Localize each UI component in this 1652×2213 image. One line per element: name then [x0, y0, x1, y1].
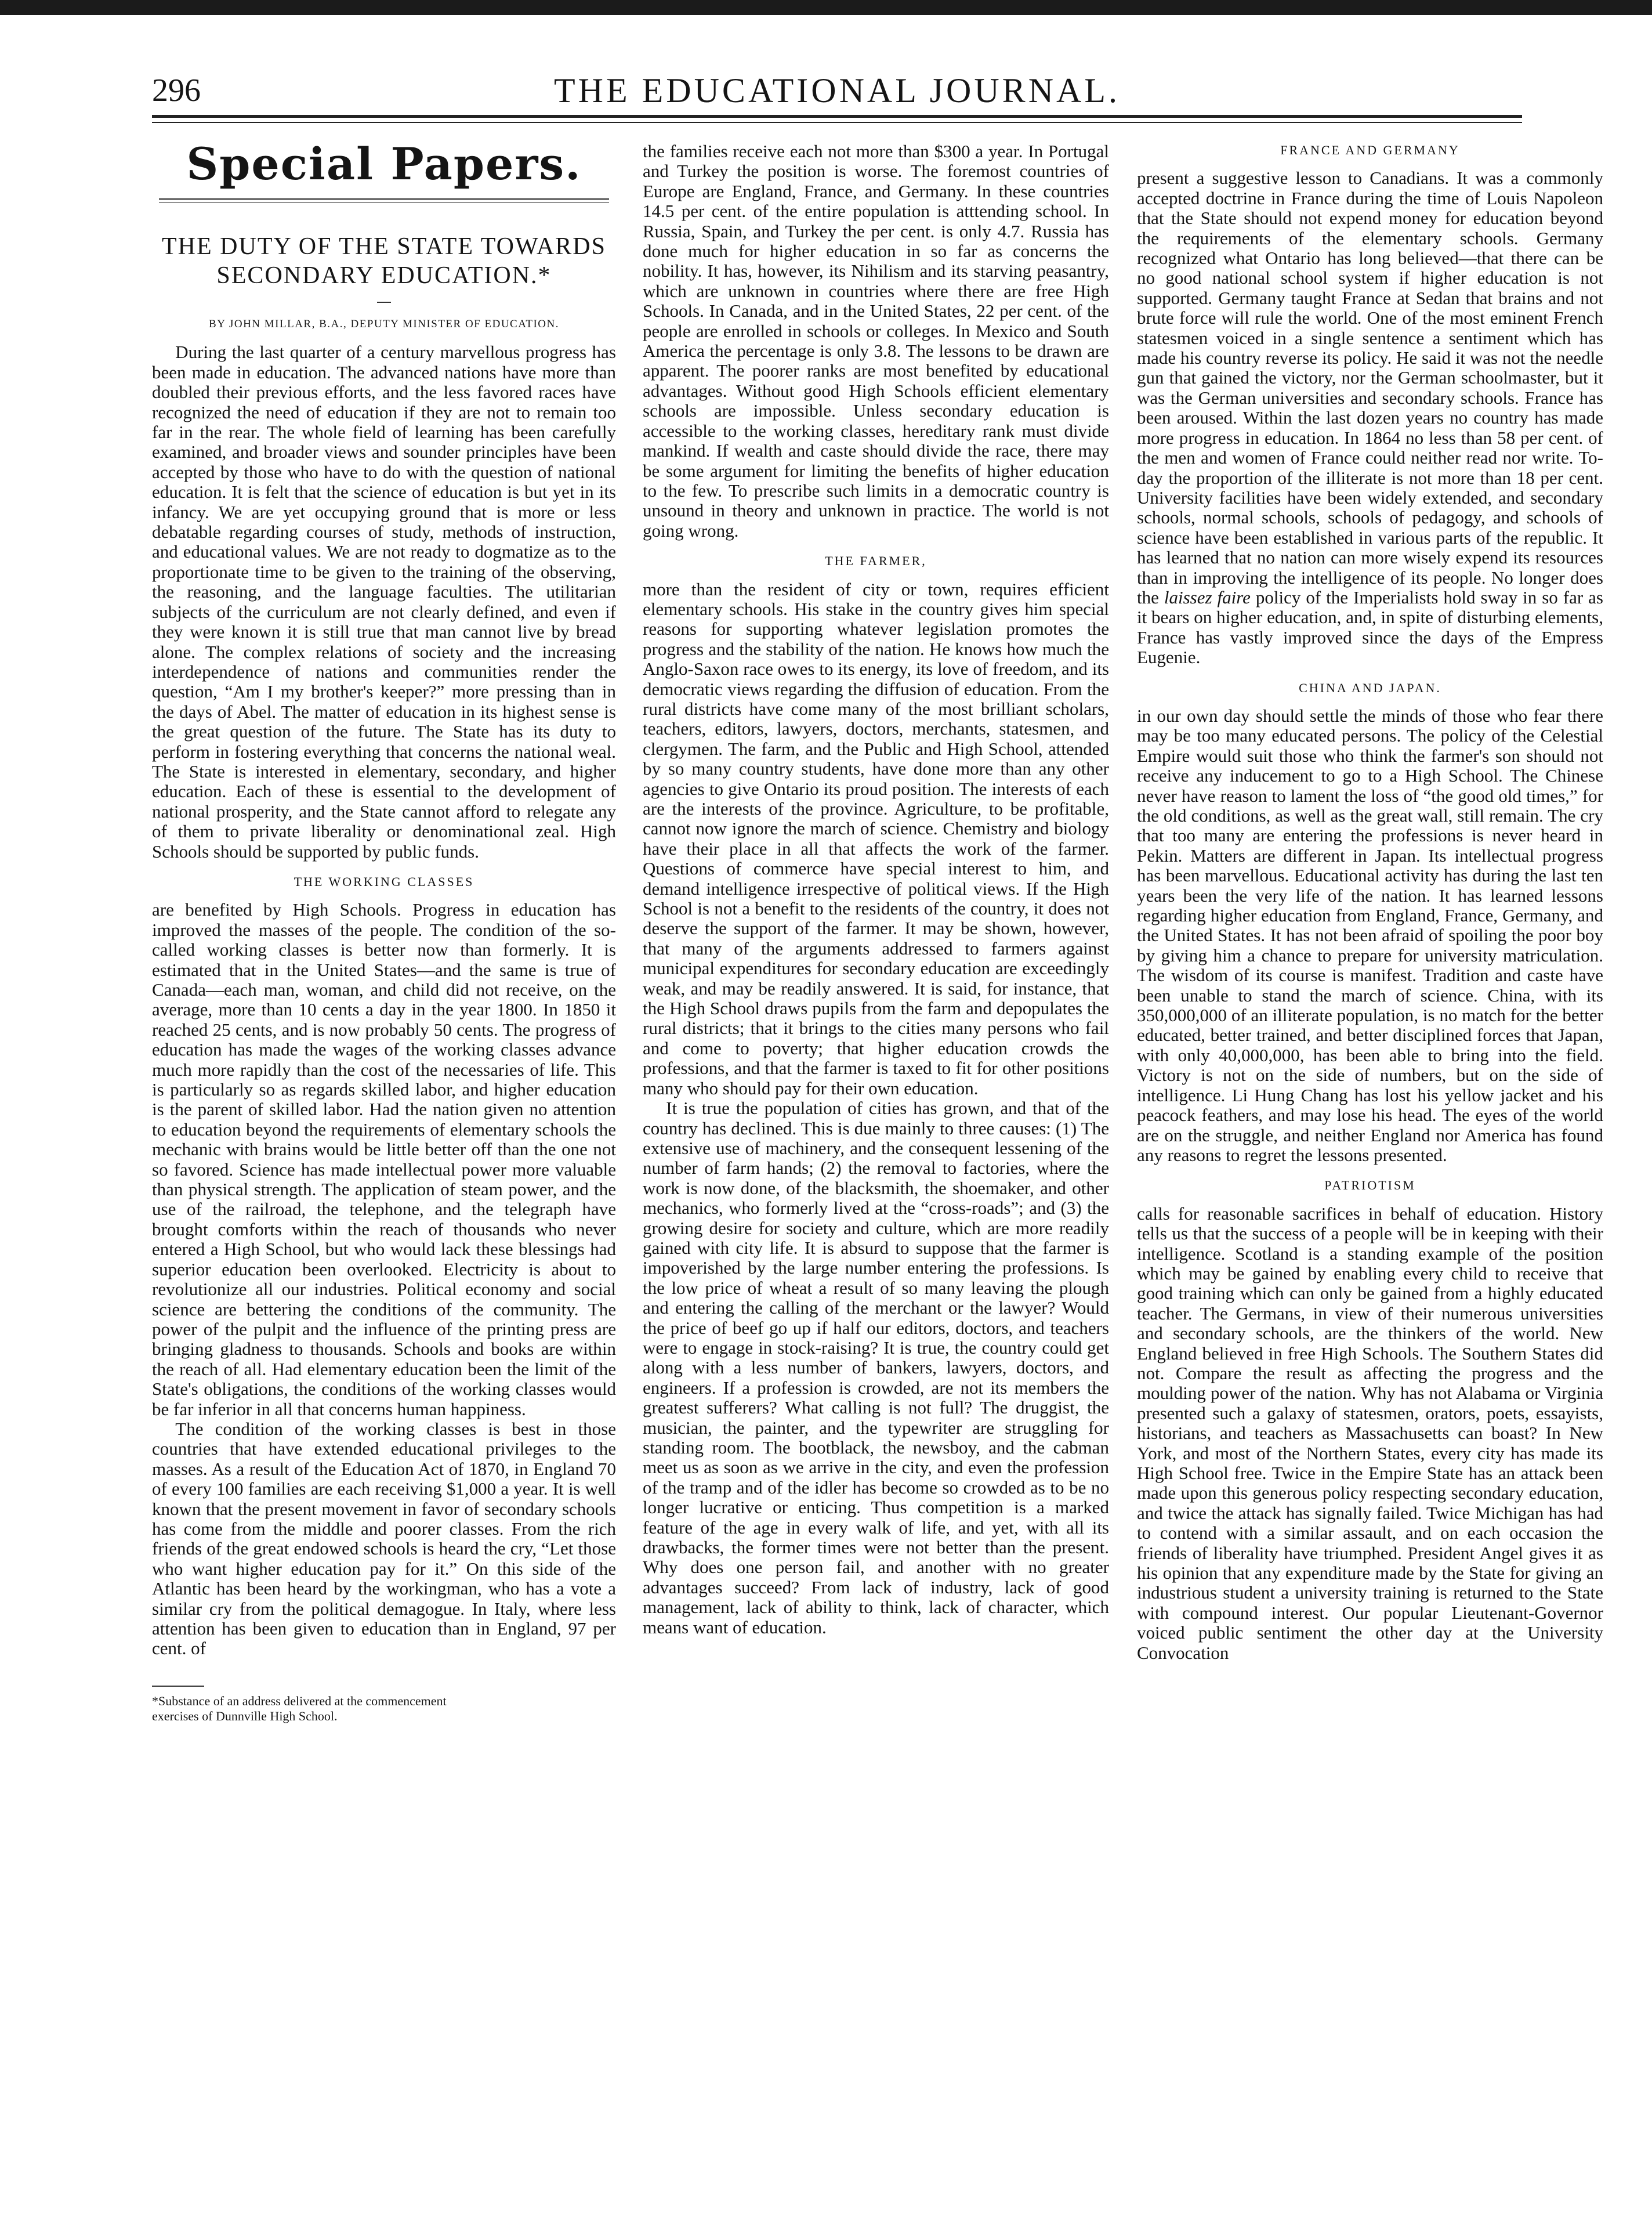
section-title-rule — [159, 198, 609, 203]
paragraph-patriotism: calls for reasonable sacrifices in behalf of education. History tells us that the success of a people will be in keeping with their intelligence. Scotland is a standing example of the position which may be gained by enabling every child to receive that good training which can only be gained from a highly educated teacher. The Germans, in view of their numerous universities and secondary schools, are the thinkers of the world. New England believed in free High Schools. The Southern States did not. Compare the result as affecting the progress and the moulding power of the nation. Why has not Alabama or Virginia presented such a galaxy of statesmen, orators, poets, essayists, historians, and teachers as Massachusetts can boast? In New York, and most of the Northern States, every city has made its High School free. Twice in the Empire State has an attack been made upon this generous policy respecting secondary education, and twice the attack has signally failed. Twice Michigan has had to contend with a similar assault, and on each occasion the friends of liberality have triumphed. President Angel gives it as his opinion that any expenditure made by the State for giving an industrious student a university training is returned to the State with compound interest. Our popular Lieutenant-Governor voiced public sentiment the other day at the University Convocation — [1137, 1203, 1603, 1663]
section-title: Special Papers. — [186, 138, 582, 190]
page-header — [152, 68, 1522, 115]
column-1 — [152, 138, 616, 2213]
subhead-farmer: THE FARMER, — [825, 554, 927, 569]
paragraph-families: the families receive each not more than $300 a year. In Portugal and Turkey the position is worse. The foremost countries of Europe are England, France, and Germany. In these countries 14.5 per cent. of the entire population is atttending school. In Russia, Spain, and Turkey the per cent. is only 4.7. Russia has done much for higher education in so far as concerns the nobility. It has, however, its Nihilism and its starving peasantry, which are unknown in countries where there are free High Schools. In Canada, and in the United States, 22 per cent. of the people are enrolled in schools or colleges. In Mexico and South America the percentage is only 3.8. The lessons to be drawn are apparent. The poorer ranks are most benefited by educational advantages. Without good High Schools efficient elementary schools are impossible. Unless secondary education is accessible to the working classes, hereditary rank must divide mankind. If wealth and caste should divide the race, there may be some argument for limiting the benefits of higher education to the few. To prescribe such limits in a democratic country is unsound in theory and unknown in practice. The world is not going wrong. — [643, 141, 1109, 541]
paragraph-working-conditions: The condition of the working classes is best in those countries that have extended educational privileges to the masses. As a result of the Education Act of 1870, in England 70 of every 100 families are each receiving $1,000 a year. It is well known that the present movement in favor of secondary schools has come from the middle and poorer classes. From the rich friends of the great endowed schools is heard the cry, “Let those who want higher education pay for it.” On this side of the Atlantic has been heard by the workingman, who has a vote a similar cry from the political demagogue. In Italy, where less attention has been given to education than in England, 97 per cent. of — [152, 1418, 616, 1659]
subhead-working-classes: THE WORKING CLASSES — [294, 874, 474, 889]
article-title-line-1: THE DUTY OF THE STATE TOWARDS — [162, 233, 606, 260]
footnote-rule — [152, 1686, 204, 1687]
laissez-faire-italic: laissez faire — [1164, 587, 1251, 608]
journal-title: THE EDUCATIONAL JOURNAL. — [553, 71, 1121, 110]
subhead-france-germany: FRANCE AND GERMANY — [1280, 143, 1460, 157]
scan-top-edge — [0, 0, 1652, 15]
title-dash — [377, 302, 391, 303]
column-2 — [643, 142, 1109, 2213]
footnote-line-1: *Substance of an address delivered at the commencement — [152, 1693, 447, 1708]
paragraph-intro: During the last quarter of a century marvellous progress has been made in education. The advanced nations have more than doubled their previous efforts, and the less favored races have recognized the need of education if they are not to remain too far in the rear. The whole field of learning has been carefully examined, and broader views and sounder principles have been accepted by those who have to do with the question of national education. It is felt that the science of education is but yet in its infancy. We are yet occupying ground that is more or less debatable regarding courses of study, methods of instruction, and educational values. We are not ready to dogmatize as to the proportionate time to be given to the training of the observing, the reasoning, and the language faculties. The utilitarian subjects of the curriculum are not clearly defined, and even if they were known it is still true that man cannot live by bread alone. The complex relations of society and the increasing interdependence of nations and communities render the question, “Am I my brother's keeper?” more pressing than in the days of Abel. The matter of education in its highest sense is the great question of the future. The State has its duty to perform in fostering everything that concerns the national weal. The State is interested in elementary, secondary, and higher education. Each of these is essential to the development of national prosperity, and the State cannot afford to relegate any of them to private liberality or denominational zeal. High Schools should be supported by public funds. — [152, 342, 616, 862]
article-title — [152, 232, 616, 290]
page-number: 296 — [152, 73, 201, 109]
byline: BY JOHN MILLAR, B.A., DEPUTY MINISTER OF EDUCATION. — [209, 318, 559, 330]
paragraph-working-classes: are benefited by High Schools. Progress in education has improved the masses of the people. The condition of the so-called working classes is better now than formerly. It is estimated that in the United States—and the same is true of Canada—each man, woman, and child did not receive, on the average, more than 10 cents a day in the year 1800. In 1850 it reached 25 cents, and is now probably 50 cents. The progress of education has made the wages of the working classes advance much more rapidly than the cost of the necessaries of life. This is particularly so as regards skilled labor, and higher education is the parent of skilled labor. Had the nation given no attention to education beyond the requirements of elementary schools the mechanic with brains would be little better off than the one not so favored. Science has made intellectual power more valuable than physical strength. The application of steam power, and the use of the railroad, the telephone, and the telegraph have brought comforts within the reach of thousands who never entered a High School, but who would lack these blessings had superior education been overlooked. Electricity is about to revolutionize all our industries. Political economy and social science are bettering the conditions of the community. The power of the pulpit and the influence of the printing press are bringing gladness to thousands. Schools and books are within the reach of all. Had elementary education been the limit of the State's obligations, the conditions of the working classes would be far inferior in all that concerns human happiness. — [152, 899, 616, 1419]
article-title-line-2: SECONDARY EDUCATION.* — [216, 262, 552, 289]
footnote — [152, 1694, 616, 1724]
subhead-patriotism: PATRIOTISM — [1324, 1178, 1416, 1193]
column-3 — [1137, 138, 1603, 2213]
subhead-china-japan: CHINA AND JAPAN. — [1299, 680, 1441, 695]
paragraph-france-germany — [1137, 168, 1603, 667]
header-rule-thin — [152, 122, 1522, 123]
header-rule — [152, 115, 1522, 118]
france-text-a: present a suggestive lesson to Canadians. It was a commonly accepted doctrine in France during the time of Louis Napoleon that the State should not expend money for education beyond the requirements of the elementary schools. Germany recognized what Ontario has long believed—that there can be no good national school system if higher education is not supported. Germany taught France at Sedan that brains and not brute force will rule the world. One of the most eminent French statesmen voiced in a single sentence a sentiment which has made his country reverse its policy. He said it was not the needle gun that gained the victory, nor the German schoolmaster, but it was the German universities and secondary schools. France has been aroused. Within the last dozen years no country has made more progress in education. In 1864 no less than 58 per cent. of the men and women of France could neither read nor write. To-day the proportion of the illiterate is not more than 18 per cent. University facilities have been widely extended, and secondary schools, normal schools, schools of pedagogy, and schools of science have been established in various parts of the republic. It has learned that no nation can more wisely expend its resources than in improving the intelligence of its people. No longer does the — [1137, 168, 1603, 608]
paragraph-farmer: more than the resident of city or town, requires efficient elementary schools. His stake in the country gives him special reasons for supporting whatever legislation promotes the progress and the stability of the nation. He knows how much the Anglo-Saxon race owes to its energy, its love of freedom, and its democratic views regarding the diffusion of education. From the rural districts have come many of the most brilliant scholars, teachers, editors, lawyers, doctors, merchants, statesmen, and clergymen. The farm, and the Public and High School, attended by so many country students, have done more than any other agencies to give Ontario its proud position. The interests of each are the interests of the province. Agriculture, to be profitable, cannot now ignore the march of science. Chemistry and biology have their place in all that affects the work of the farmer. Questions of commerce have special interest to him, and demand intelligence irrespective of political views. If the High School is not a benefit to the residents of the country, it does not deserve the support of the farmer. It may be shown, however, that many of the arguments addressed to farmers against municipal expenditures for secondary education are exceedingly weak, and may be readily answered. It is said, for instance, that the High School draws pupils from the farm and depopulates the rural districts; that it brings to the cities many persons who fail and come to poverty; that higher education crowds the professions, and that the farmer is taxed to fit for other positions many who should pay for their own education. — [643, 578, 1109, 1098]
france-text-b: policy of the Imperialists hold sway in so far as it bears on higher education, and, in spite of disturbing elements, France has vastly improved since the days of the Empress Eugenie. — [1137, 587, 1603, 668]
paragraph-china-japan: in our own day should settle the minds of those who fear there may be too many educated persons. The policy of the Celestial Empire would suit those who think the farmer's son should not receive any inducement to go to a High School. The Chinese never have reason to lament the loss of “the good old times,” for the old conditions, as well as the great wall, still remain. The cry that too many are entering the professions is never heard in Pekin. Matters are different in Japan. Its intellectual progress has been marvellous. Educational activity has during the last ten years been the very life of the nation. It has learned lessons regarding higher education from England, France, Germany, and the United States. It has not been afraid of spoiling the poor boy by giving him a chance to prepare for university matriculation. The wisdom of its course is manifest. Tradition and caste have been unable to stand the march of science. China, with its 350,000,000 of an illiterate population, is no match for the better educated, better trained, and better disciplined forces that Japan, with only 40,000,000, has been able to bring into the field. Victory is not on the side of numbers, but on the side of intelligence. Li Hung Chang has lost his yellow jacket and his peacock feathers, and may lose his head. The eyes of the world are on the struggle, and neither England nor America has found any reasons to regret the lessons presented. — [1137, 705, 1603, 1165]
footnote-line-2: exercises of Dunnville High School. — [152, 1708, 338, 1723]
paragraph-population: It is true the population of cities has grown, and that of the country has declined. This is due mainly to three causes: (1) The extensive use of machinery, and the consequent lessening of the number of farm hands; (2) the removal to factories, where the work is now done, of the blacksmith, the shoemaker, and other mechanics, who formerly lived at the “cross-roads”; and (3) the growing desire for society and culture, which are more readily gained with city life. It is absurd to suppose that the farmer is impoverished by the large number entering the professions. Is the low price of wheat a result of so many leaving the plough and entering the calling of the merchant or the lawyer? Would the price of beef go up if half our editors, doctors, and teachers were to engage in stock-raising? It is true, the country could get along with a less number of bankers, lawyers, doctors, and engineers. If a profession is crowded, are not its members the greatest sufferers? What calling is not full? The druggist, the musician, the painter, and the typewriter are struggling for standing room. The bootblack, the newsboy, and the cabman meet us as soon as we arrive in the city, and even the profession of the tramp and of the idler has become so crowded as to be no longer lucrative or enticing. Thus competition is a marked feature of the age in every walk of life, and yet, with all its drawbacks, the former times were not better than the present. Why does one person fail, and another with no greater advantages succeed? From lack of industry, lack of good management, lack of ability to think, lack of character, which means want of education. — [643, 1098, 1109, 1637]
